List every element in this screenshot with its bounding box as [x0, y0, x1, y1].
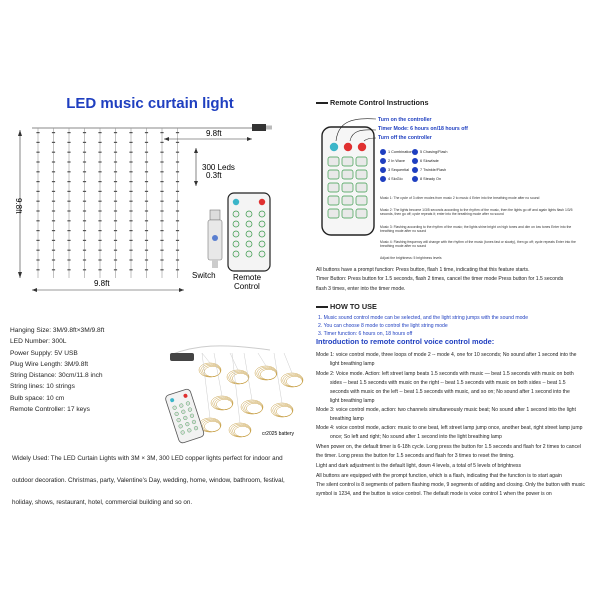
led-bulb [98, 269, 101, 270]
turn-off-label: Turn off the controller [378, 135, 432, 141]
remote-key [356, 209, 367, 218]
led-strings [36, 128, 179, 278]
led-bulb [52, 230, 55, 231]
spec-line: String Distance: 30cm/11.8 inch [10, 372, 103, 380]
led-bulb [129, 220, 132, 221]
led-bulb [98, 171, 101, 172]
led-bulb [176, 230, 179, 231]
remote-key [356, 157, 367, 166]
led-bulb [114, 240, 117, 241]
led-bulb [67, 132, 70, 133]
led-bulb [67, 230, 70, 231]
mode-item: 4 SloGlo [380, 176, 403, 182]
led-bulb [145, 201, 148, 202]
led-bulb [83, 191, 86, 192]
led-bulb [176, 132, 179, 133]
description-line: holiday, shows, restaurant, hotel, commercial building and so on. [12, 499, 193, 506]
led-bulb [52, 132, 55, 133]
led-bulb [67, 201, 70, 202]
led-bulb [129, 201, 132, 202]
led-bulb [83, 250, 86, 251]
led-bulb [114, 132, 117, 133]
turn-on-label: Turn on the controller [378, 117, 432, 123]
how-item: 3. Timer function: 6 hours on, 18 hours off [318, 331, 413, 337]
led-bulb [36, 181, 39, 182]
led-bulb [83, 152, 86, 153]
remote-key [246, 241, 252, 247]
led-bulb [98, 161, 101, 162]
power-on-icon [330, 143, 338, 151]
led-bulb [98, 240, 101, 241]
voice-line: seconds with music on the left -- beat 1.5 seconds with music, and so on; No sound after 1 second into the [330, 389, 570, 395]
led-string [83, 128, 86, 278]
mode-item: 3 Sequential [380, 167, 409, 173]
light-coil [281, 353, 303, 387]
mode-item: 6 Slowfade [412, 158, 439, 164]
led-bulb [145, 142, 148, 143]
voice-line: Mode 4: voice control mode, action: music to one beat, left street lamp jump once, another beat, right street lamp jump [316, 425, 583, 431]
remote-key [246, 231, 252, 237]
how-item: 1. Music sound control mode can be selected, and the light string jumps with the sound mode [318, 315, 529, 321]
led-bulb [176, 201, 179, 202]
voice-line: Mode 3: voice control mode, action: two channels simultaneously music beat; No sound after 1 second into the light [316, 407, 576, 413]
power-off-icon [358, 143, 366, 151]
led-bulb [98, 132, 101, 133]
timer-icon [344, 143, 352, 151]
led-bulb [145, 181, 148, 182]
remote-key [259, 241, 265, 247]
spec-list [10, 325, 160, 415]
remote-key [328, 183, 339, 192]
led-bulb [129, 191, 132, 192]
led-bulb [67, 220, 70, 221]
led-bulb [52, 191, 55, 192]
led-bulb [145, 132, 148, 133]
voice-line: All buttons are equipped with the prompt function, which is a flash, indicating that the function is to start again [316, 473, 562, 479]
voice-line: The silent control is 8 segments of pattern flashing mode, 9 segments of adding and closing. Only the button with music [316, 482, 585, 488]
led-bulb [176, 240, 179, 241]
description [12, 448, 302, 514]
led-bulb [145, 230, 148, 231]
led-bulb [98, 152, 101, 153]
button-note-line: Timer Button: Press button for 1.5 seconds, flash 2 times, cancel the timer mode Press button for 1.5 seconds [316, 276, 564, 283]
remote-key [259, 231, 265, 237]
description-line: outdoor decoration. Christmas, party, Valentine's Day, wedding, home, window, bathroom, festival, [12, 477, 285, 484]
remote-key [356, 170, 367, 179]
spec-line: Remote Controller: 17 keys [10, 406, 90, 414]
remote-key [246, 221, 252, 227]
button-notes [316, 266, 596, 294]
led-string [67, 128, 70, 278]
led-bulb [36, 152, 39, 153]
spec-line: Plug Wire Length: 3M/9.8ft [10, 360, 89, 368]
remote-key [259, 221, 265, 227]
led-bulb [83, 210, 86, 211]
led-bulb [52, 210, 55, 211]
led-bulb [52, 220, 55, 221]
led-bulb [98, 250, 101, 251]
led-bulb [36, 201, 39, 202]
led-bulb [129, 250, 132, 251]
remote-key [328, 196, 339, 205]
led-bulb [160, 181, 163, 182]
led-bulb [83, 181, 86, 182]
led-bulb [145, 250, 148, 251]
led-bulb [114, 269, 117, 270]
led-bulb [176, 152, 179, 153]
led-bulb [160, 220, 163, 221]
led-string [52, 128, 55, 278]
product-title: LED music curtain light [66, 95, 234, 112]
leds-label: 300 Leds [202, 163, 235, 172]
led-bulb [98, 181, 101, 182]
timer-label: Timer Mode: 6 hours on/18 hours off [378, 126, 468, 132]
led-bulb [36, 161, 39, 162]
led-bulb [114, 230, 117, 231]
remote-key [342, 157, 353, 166]
led-string [36, 128, 39, 278]
led-bulb [145, 210, 148, 211]
mode-item: 5 Chasing/Flash [412, 149, 447, 155]
remote-key [246, 251, 252, 257]
music-note: Music 1: The cycle of 3 other modes from music 2 to music 4 Enter into the breathing mode after no sound [380, 196, 540, 200]
led-bulb [129, 240, 132, 241]
remote-key [328, 170, 339, 179]
music-note: Music 2: The lights become 1/3/5 seconds according to the rhythm of the music, then the lights go off and again lights flash 1/3/5 seconds, then go off; cycle repeats it; enter into the breathing mode after no sound [380, 208, 573, 217]
led-string [176, 128, 179, 278]
led-bulb [176, 191, 179, 192]
led-bulb [160, 240, 163, 241]
led-bulb [114, 191, 117, 192]
led-bulb [145, 191, 148, 192]
led-bulb [160, 152, 163, 153]
led-bulb [52, 250, 55, 251]
led-bulb [67, 240, 70, 241]
led-bulb [145, 240, 148, 241]
led-bulb [129, 161, 132, 162]
remote-key [233, 221, 239, 227]
led-bulb [114, 142, 117, 143]
led-string [98, 128, 101, 278]
remote-photo-icon [165, 388, 205, 444]
light-coil [255, 353, 277, 380]
voice-line: Light and dark adjustment is the default light, down 4 levels, a total of 5 levels of brightness [316, 463, 522, 469]
led-bulb [145, 152, 148, 153]
led-bulb [114, 171, 117, 172]
bottom-width-label: 9.8ft [94, 279, 110, 288]
mode-item: 7 Twinkle/Flash [412, 167, 446, 173]
mode-item: 1 Combination [380, 149, 412, 155]
remote-key [233, 251, 239, 257]
led-bulb [160, 142, 163, 143]
led-bulb [160, 250, 163, 251]
usb-plug-icon [252, 124, 266, 131]
led-bulb [83, 269, 86, 270]
music-note: Music 4: Flashing frequency will change with the rhythm of the music (tones fast or slowly), then go off; cycle repeats Enter into the breathing mode after no sound [380, 240, 576, 249]
led-bulb [52, 259, 55, 260]
led-bulb [83, 161, 86, 162]
remote-key [356, 196, 367, 205]
led-bulb [160, 171, 163, 172]
led-bulb [36, 191, 39, 192]
led-bulb [160, 132, 163, 133]
led-bulb [67, 210, 70, 211]
music-note: Adjust the brightness: 5 brightness levels [380, 256, 442, 260]
led-bulb [98, 230, 101, 231]
led-bulb [52, 152, 55, 153]
led-bulb [36, 250, 39, 251]
voice-line: the timer. Long press the button for 1.5 seconds and flash for 3 times to reset the timing. [316, 453, 515, 459]
led-bulb [176, 220, 179, 221]
led-bulb [160, 210, 163, 211]
switch-label: Switch [192, 271, 216, 280]
led-bulb [145, 269, 148, 270]
product-photo [150, 325, 310, 445]
light-coil [229, 353, 251, 437]
led-bulb [160, 201, 163, 202]
voice-line: sides -- beat 1.5 seconds with music on the right -- beat 1.5 seconds with music on both sides -- beat 1.5 [330, 380, 566, 386]
how-to-use-title: HOW TO USE [316, 302, 377, 311]
led-bulb [83, 142, 86, 143]
led-bulb [67, 171, 70, 172]
led-bulb [176, 161, 179, 162]
led-bulb [114, 152, 117, 153]
led-bulb [145, 220, 148, 221]
curtain-diagram [14, 118, 304, 308]
led-bulb [67, 161, 70, 162]
remote-title: Remote Control Instructions [316, 98, 429, 107]
voice-line: Mode 1: voice control mode, three loops of mode 2 -- mode 4, one for 10 seconds; No sound after 1 second into the [316, 352, 577, 358]
remote-arrows [330, 113, 380, 143]
led-bulb [145, 259, 148, 260]
button-note-line: flash 3 times, enter into the timer mode. [316, 285, 406, 292]
led-bulb [176, 171, 179, 172]
remote-small-icon [228, 193, 270, 271]
battery-label: cr2025 battery [262, 431, 294, 437]
led-bulb [67, 181, 70, 182]
led-bulb [98, 210, 101, 211]
led-bulb [67, 152, 70, 153]
led-bulb [176, 210, 179, 211]
remote-label-1: Remote [233, 273, 262, 282]
led-bulb [160, 269, 163, 270]
led-bulb [114, 201, 117, 202]
led-bulb [98, 220, 101, 221]
led-string [145, 128, 148, 278]
remote-key [233, 211, 239, 217]
led-bulb [176, 142, 179, 143]
led-bulb [129, 230, 132, 231]
led-bulb [67, 259, 70, 260]
led-bulb [145, 161, 148, 162]
spec-line: LED Number: 300L [10, 338, 67, 346]
voice-line: symbol is 1234, and the button is voice control. The default mode is voice control 1 when the power is on [316, 491, 552, 497]
remote-key [233, 241, 239, 247]
led-string [160, 128, 163, 278]
spec-line: Bulb space: 10 cm [10, 394, 65, 402]
led-bulb [52, 171, 55, 172]
led-bulb [67, 191, 70, 192]
led-bulb [83, 201, 86, 202]
voice-control-title: Introduction to remote control voice control mode: [316, 337, 495, 346]
remote-key [342, 170, 353, 179]
led-bulb [129, 269, 132, 270]
button-note-line: All buttons have a prompt function: Press button, flash 1 time, indicating that this feature starts. [316, 267, 530, 273]
light-coil [241, 353, 263, 414]
description-line: Widely Used: The LED Curtain Lights with 3M × 3M, 300 LED copper lights perfect for indoor and [12, 455, 283, 462]
remote-key [328, 209, 339, 218]
led-bulb [83, 230, 86, 231]
remote-key [342, 196, 353, 205]
how-item: 2. You can choose 8 mode to control the light string mode [318, 323, 448, 329]
led-bulb [176, 250, 179, 251]
led-bulb [36, 259, 39, 260]
led-bulb [36, 142, 39, 143]
led-bulb [129, 152, 132, 153]
led-bulb [160, 259, 163, 260]
music-note: Music 3: Flashing according to the rhythm of the music; the lights shine bright on high tones and dim on low tones Enter into the breathing mode after no sound [380, 225, 572, 234]
led-bulb [83, 220, 86, 221]
led-bulb [114, 161, 117, 162]
remote-key [233, 231, 239, 237]
voice-line: When power on, the default timer is 6-18h cycle. Long press the button for 1.5 seconds and flash for 2 times to cancel [316, 444, 582, 450]
led-bulb [52, 142, 55, 143]
led-bulb [52, 240, 55, 241]
led-bulb [129, 132, 132, 133]
led-bulb [129, 210, 132, 211]
led-bulb [176, 259, 179, 260]
led-bulb [83, 240, 86, 241]
mode-item: 2 In Wave [380, 158, 405, 164]
light-coil [227, 353, 249, 384]
led-bulb [145, 171, 148, 172]
voice-line: once; So left and right; No sound after 1 second into the light breathing lamp [330, 434, 502, 440]
top-width-label: 9.8ft [206, 129, 222, 138]
led-bulb [83, 132, 86, 133]
led-bulb [114, 210, 117, 211]
led-string [114, 128, 117, 278]
voice-line: light breathing lamp [330, 398, 375, 404]
light-coil [271, 353, 293, 417]
led-bulb [52, 269, 55, 270]
led-bulb [160, 191, 163, 192]
led-bulb [160, 230, 163, 231]
led-bulb [36, 220, 39, 221]
controller-box-icon [170, 353, 194, 361]
mode-item: 8 Steady On [412, 176, 441, 182]
led-bulb [98, 191, 101, 192]
led-bulb [67, 142, 70, 143]
voice-line: Mode 2: Voice mode. Action: left street lamp beats 1.5 seconds with music — beat 1.5 seconds with music on both [316, 371, 574, 377]
led-bulb [52, 201, 55, 202]
spec-line: Power Supply: 5V USB [10, 349, 78, 357]
led-bulb [36, 210, 39, 211]
remote-label-2: Control [234, 282, 260, 291]
led-bulb [52, 161, 55, 162]
led-bulb [36, 240, 39, 241]
spec-line: Hanging Size: 3M/9.8ft×3M/9.8ft [10, 327, 105, 334]
led-bulb [160, 161, 163, 162]
spec-line: String lines: 10 strings [10, 383, 75, 391]
led-bulb [114, 250, 117, 251]
remote-key [342, 183, 353, 192]
voice-line: light breathing lamp [330, 361, 375, 367]
led-bulb [83, 259, 86, 260]
remote-key [356, 183, 367, 192]
led-bulb [98, 142, 101, 143]
led-bulb [129, 181, 132, 182]
led-bulb [98, 259, 101, 260]
led-bulb [114, 259, 117, 260]
switch-box-icon [208, 210, 222, 268]
led-bulb [67, 250, 70, 251]
remote-key [259, 251, 265, 257]
drop-label: 0.3ft [206, 171, 222, 180]
led-bulb [36, 171, 39, 172]
remote-key [328, 157, 339, 166]
led-string [129, 128, 132, 278]
remote-key [342, 209, 353, 218]
led-bulb [114, 181, 117, 182]
led-bulb [176, 181, 179, 182]
led-bulb [176, 269, 179, 270]
voice-line: breathing lamp [330, 416, 364, 422]
height-label: 9.8ft [14, 198, 23, 214]
remote-key [246, 211, 252, 217]
led-bulb [52, 181, 55, 182]
led-bulb [36, 132, 39, 133]
led-bulb [67, 269, 70, 270]
remote-key [259, 211, 265, 217]
led-bulb [129, 142, 132, 143]
led-bulb [129, 171, 132, 172]
led-bulb [98, 201, 101, 202]
led-bulb [129, 259, 132, 260]
led-bulb [83, 171, 86, 172]
led-bulb [36, 269, 39, 270]
led-bulb [114, 220, 117, 221]
led-bulb [36, 230, 39, 231]
